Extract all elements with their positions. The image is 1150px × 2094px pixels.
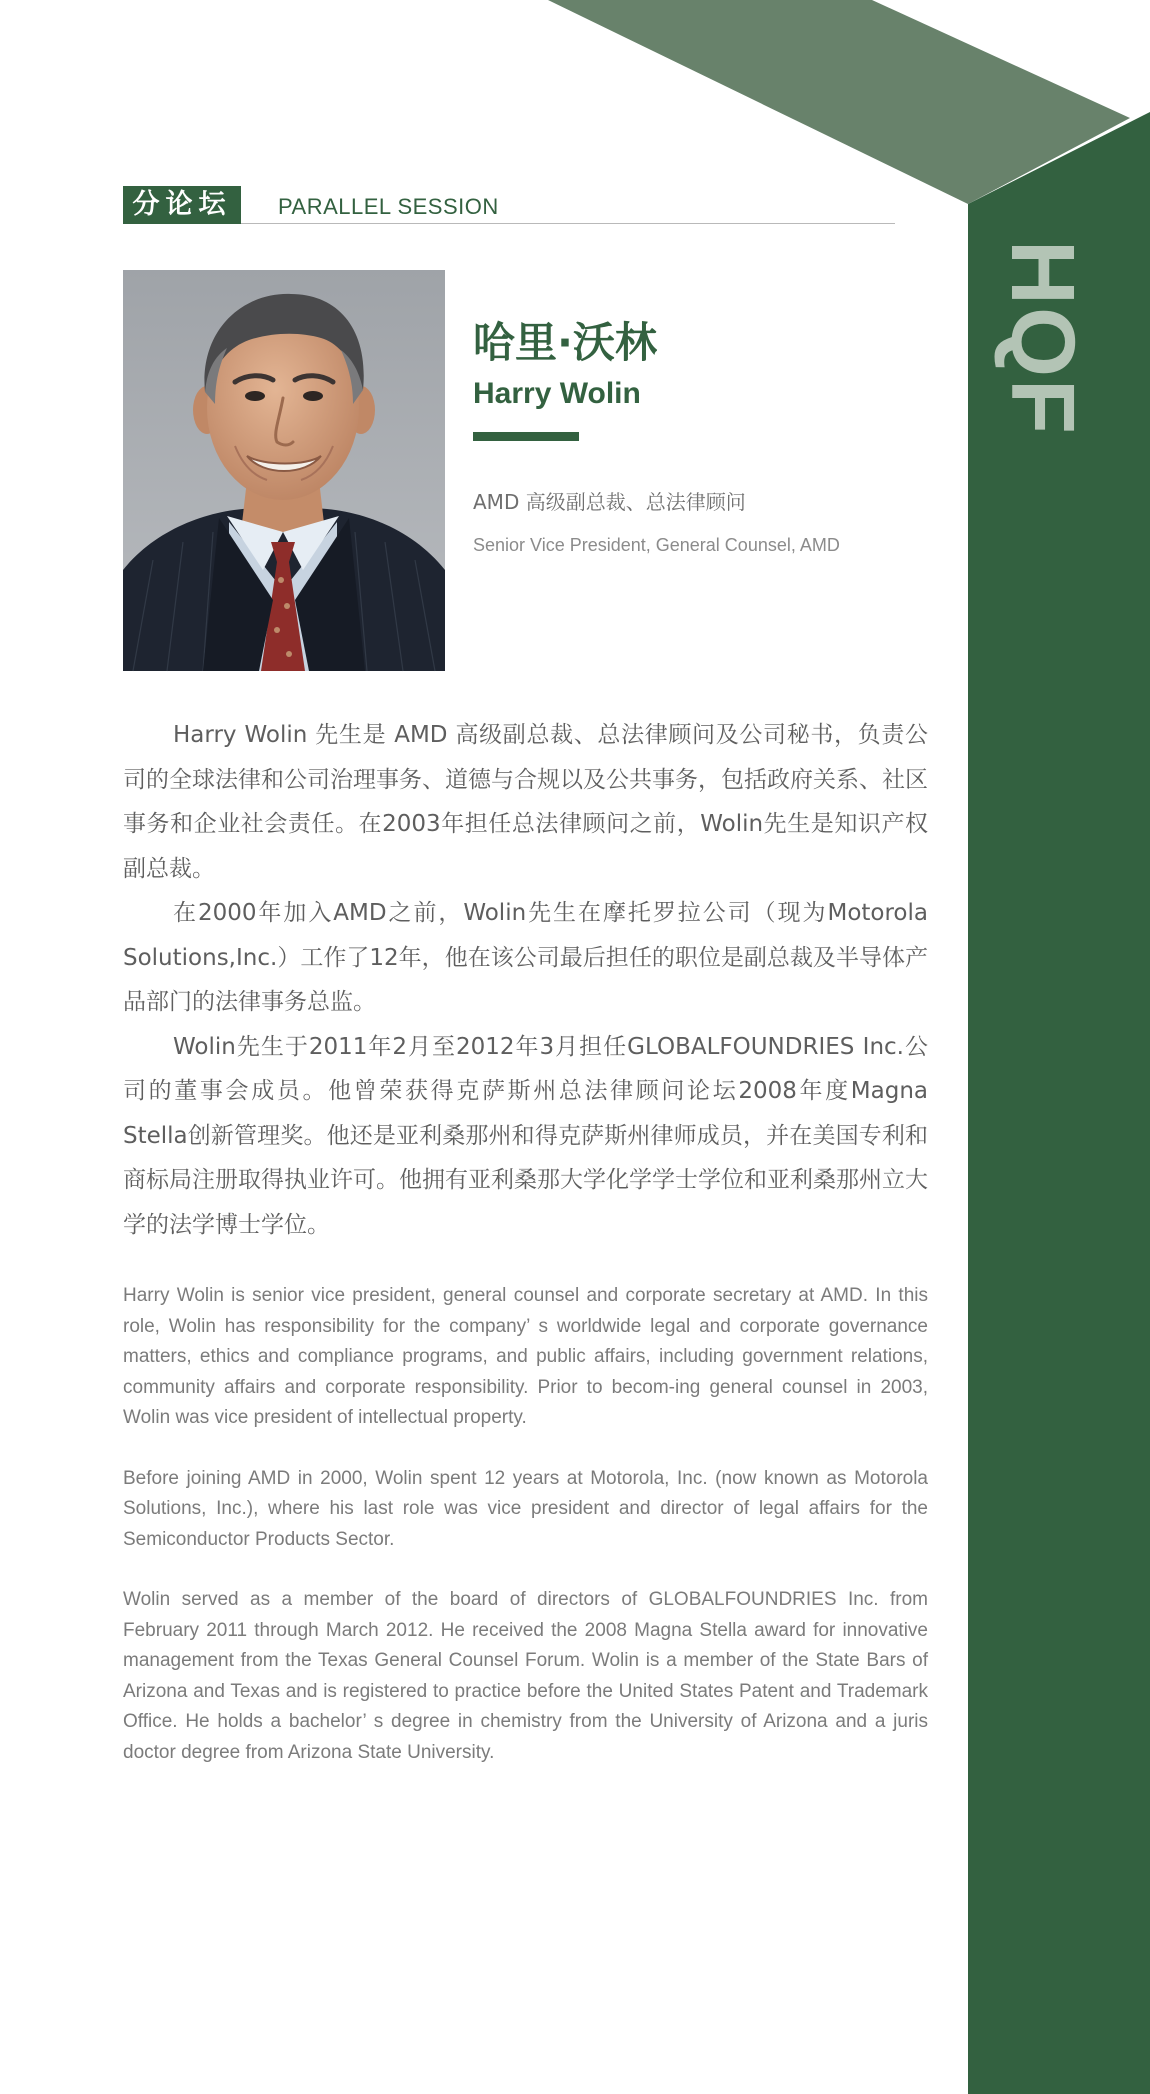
speaker-name-zh: 哈里·沃林 [473,318,657,367]
bio-en-paragraph: Harry Wolin is senior vice president, general counsel and corporate secretary at AMD. In this role, Wolin has responsibility for the company’ s worldwide legal and corporate governance matters, ethics and compliance programs, and public affairs, including government relations, community affairs and corporate responsibility. Prior to becom-ing general counsel in 2003, Wolin was vice president of intellectual property. [123,1285,928,1428]
biography-zh [123,713,928,1247]
hqf-logo-text: HQF [992,240,1092,436]
hqf-logo [992,240,1092,460]
bio-zh-paragraph: 在2000年加入AMD之前，Wolin先生在摩托罗拉公司（现为Motorola Solutions,Inc.）工作了12年，他在该公司最后担任的职位是副总裁及半导体产品部门的法律事务总监。 [123,900,928,1015]
speaker-title-en: Senior Vice President, General Counsel, AMD [473,535,840,555]
bio-zh-paragraph: Wolin先生于2011年2月至2012年3月担任GLOBALFOUNDRIES Inc.公司的董事会成员。他曾荣获得克萨斯州总法律顾问论坛2008年度Magna Stella创新管理奖。他还是亚利桑那州和得克萨斯州律师成员，并在美国专利和商标局注册取得执业许可。他拥有亚利桑那大学化学学士学位和亚利桑那州立大学的法学博士学位。 [123,1033,928,1238]
biography-en [123,1281,928,1798]
header-divider [241,223,895,224]
session-label: PARALLEL SESSION [278,194,499,219]
bio-zh-paragraph: Harry Wolin 先生是 AMD 高级副总裁、总法律顾问及公司秘书，负责公司的全球法律和公司治理事务、道德与合规以及公共事务，包括政府关系、社区事务和企业社会责任。在2003年担任总法律顾问之前，Wolin先生是知识产权副总裁。 [123,722,928,882]
bio-en-paragraph: Wolin served as a member of the board of directors of GLOBALFOUNDRIES Inc. from February 2011 through March 2012. He received the 2008 Magna Stella award for innovative management from the Texas General Counsel Forum. Wolin is a member of the State Bars of Arizona and Texas and is registered to practice before the United States Patent and Trademark Office. He holds a bachelor’ s degree in chemistry from the University of Arizona and a juris doctor degree from Arizona State University. [123,1589,928,1763]
name-accent-bar [473,432,579,441]
session-header [123,186,895,226]
speaker-name-en: Harry Wolin [473,377,641,410]
bio-en-paragraph: Before joining AMD in 2000, Wolin spent 12 years at Motorola, Inc. (now known as Motorola Solutions, Inc.), where his last role was vice president and director of legal affairs for the Semiconductor Products Sector. [123,1467,928,1550]
portrait-photo-icon [123,270,445,671]
session-tag: 分论坛 [123,186,241,224]
speaker-title-zh: AMD 高级副总裁、总法律顾问 [473,490,746,514]
